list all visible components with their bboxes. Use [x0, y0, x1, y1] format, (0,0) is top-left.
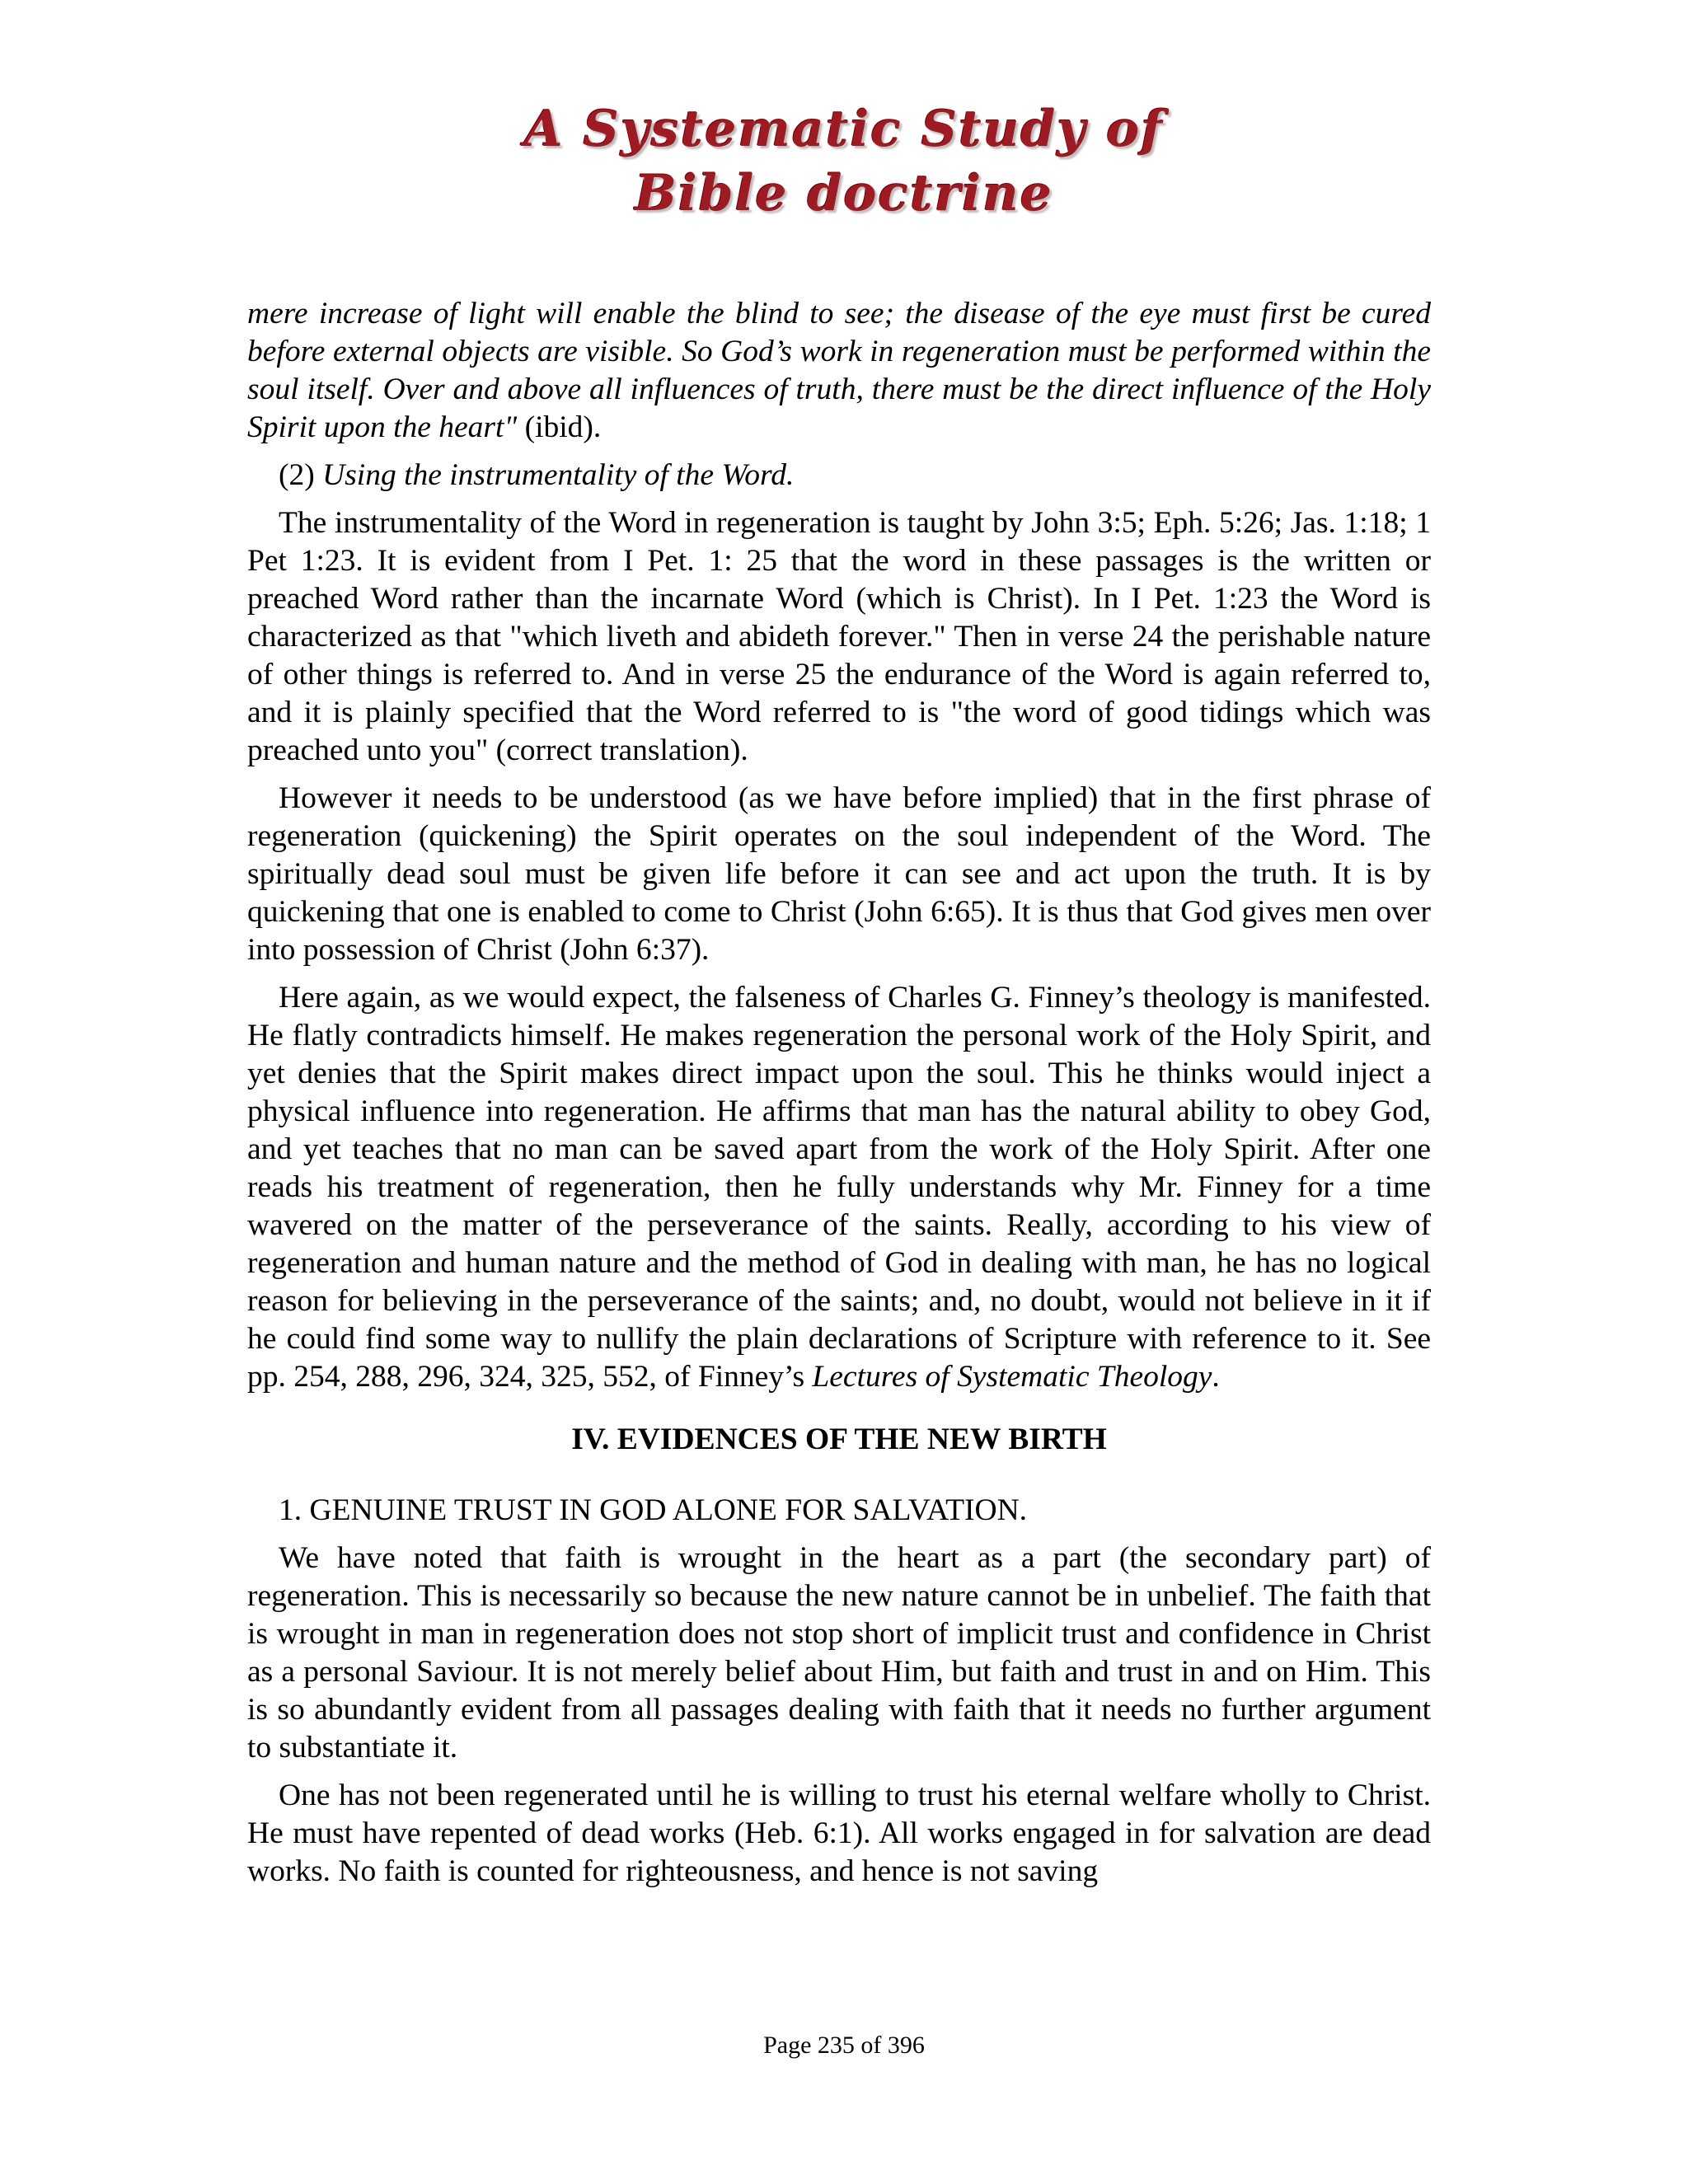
text-segment: One has not been regenerated until he is willing to trust his eternal welfare wholly to Christ. He must have repented of dead works (Heb. 6:1). All works engaged in for salvation are dead works. No faith is counted for righteousness, and hence is not saving: [247, 1779, 1431, 1888]
text-segment: The instrumentality of the Word in regeneration is taught by John 3:5; Eph. 5:26; Jas. 1:18; 1 Pet 1:23. It is evident from I Pet. 1: 25 that the word in these passages is the written or preached Word rather than the incarnate Word (which is Christ). In I Pet. 1:23 the Word is characterized as that "which liveth and abideth forever." Then in verse 24 the perishable nature of other things is referred to. And in verse 25 the endurance of the Word is again referred to, and it is plainly specified that the Word referred to is "the word of good tidings which was preached unto you" (correct translation).: [247, 506, 1431, 767]
paragraph: [247, 504, 1431, 770]
logo-line-2: Bible doctrine: [635, 165, 1053, 223]
subsection-heading: 1. GENUINE TRUST IN GOD ALONE FOR SALVATION.: [279, 1493, 1028, 1527]
text-segment: .: [1212, 1360, 1220, 1394]
document-logo: [0, 97, 1688, 226]
paragraph: [247, 1540, 1431, 1767]
text-segment: (2): [279, 458, 323, 492]
text-segment: We have noted that faith is wrought in the heart as a part (the secondary part) of regeneration. This is necessarily so because the new nature cannot be in unbelief. The faith that is wrought in man in regeneration does not stop short of implicit trust and confidence in Christ as a personal Saviour. It is not merely belief about Him, but faith and trust in and on Him. This is so abundantly evident from all passages dealing with faith that it needs no further argument to substantiate it.: [247, 1541, 1431, 1765]
paragraph: [247, 1777, 1431, 1891]
text-segment: (ibid).: [517, 410, 602, 444]
paragraph-quote-continuation: [247, 295, 1431, 447]
book-title: Lectures of Systematic Theology: [812, 1360, 1212, 1394]
paragraph: [247, 979, 1431, 1396]
page-body: [247, 295, 1431, 1900]
text-segment: Using the instrumentality of the Word.: [322, 458, 795, 492]
section-heading: IV. EVIDENCES OF THE NEW BIRTH: [571, 1422, 1107, 1456]
text-segment: mere increase of light will enable the blind to see; the disease of the eye must first be cured before external objects are visible. So God’s work in regeneration must be performed within the soul itself. Over and above all influences of truth, there must be the direct influence of the Holy Spirit upon the heart": [247, 297, 1431, 444]
page-number: Page 235 of 396: [763, 2032, 925, 2059]
paragraph-point-2: [247, 457, 1431, 494]
logo-line-1: A Systematic Study of: [524, 101, 1164, 158]
paragraph: [247, 780, 1431, 969]
text-segment: Here again, as we would expect, the falseness of Charles G. Finney’s theology is manifested. He flatly contradicts himself. He makes regeneration the personal work of the Holy Spirit, and yet denies that the Spirit makes direct impact upon the soul. This he thinks would inject a physical influence into regeneration. He affirms that man has the natural ability to obey God, and yet teaches that no man can be saved apart from the work of the Holy Spirit. After one reads his treatment of regeneration, then he fully understands why Mr. Finney for a time wavered on the matter of the perseverance of the saints. Really, according to his view of regeneration and human nature and the method of God in dealing with man, he has no logical reason for believing in the perseverance of the saints; and, no doubt, would not believe in it if he could find some way to nullify the plain declarations of Scripture with reference to it. See pp. 254, 288, 296, 324, 325, 552, of Finney’s: [247, 981, 1431, 1394]
text-segment: However it needs to be understood (as we have before implied) that in the first phrase of regeneration (quickening) the Spirit operates on the soul independent of the Word. The spiritually dead soul must be given life before it can see and act upon the truth. It is by quickening that one is enabled to come to Christ (John 6:65). It is thus that God gives men over into possession of Christ (John 6:37).: [247, 781, 1431, 967]
